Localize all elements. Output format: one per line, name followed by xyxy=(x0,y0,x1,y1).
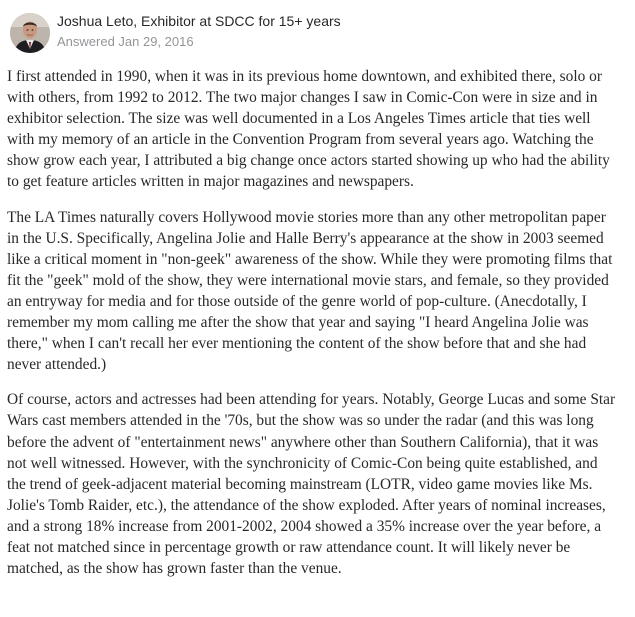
author-avatar[interactable] xyxy=(10,13,50,53)
answer-paragraph: Of course, actors and actresses had been attending for years. Notably, George Lucas and some Star Wars cast members attended in the '70s, but the show was so under the radar (and this was long before the advent of "entertainment news" anywhere other than Southern California), that it was not well witnessed. However, with the synchronicity of Comic-Con being quite established, and the trend of geek-adjacent material becoming mainstream (LOTR, video game movies like Ms. Jolie's Tomb Raider, etc.), the attendance of the show exploded. After years of nominal increases, and a strong 18% increase from 2001-2002, 2004 showed a 35% increase over the year before, a feat not matched since in percentage growth or raw attendance count. It will likely never be matched, as the show has grown faster than the venue. xyxy=(7,391,616,578)
answer-paragraph: The LA Times naturally covers Hollywood movie stories more than any other metropolitan paper in the U.S. Specifically, Angelina Jolie and Halle Berry's appearance at the show in 2003 seemed like a critical moment in "non-geek" awareness of the show. While they were promoting films that fit the "geek" mold of the show, they were international movie stars, and female, so they provided an entryway for media and for those outside of the genre world of pop-culture. (Anecdotally, I remember my mom calling me after the show that year and saying "I heard Angelina Jolie was there," when I can't recall her ever mentioning the content of the show before that and she had never attended.) xyxy=(7,208,613,374)
author-credential[interactable]: Joshua Leto, Exhibitor at SDCC for 15+ years xyxy=(57,13,341,29)
answer-meta xyxy=(57,10,341,51)
answered-date[interactable]: Answered Jan 29, 2016 xyxy=(57,34,194,49)
user-avatar-icon xyxy=(10,13,50,53)
answer-body xyxy=(7,66,617,579)
answer-paragraph: I first attended in 1990, when it was in its previous home downtown, and exhibited there, solo or with others, from 1992 to 2012. The two major changes I saw in Comic-Con were in size and in exhibitor selection. The size was well documented in a Los Angeles Times article that ties well with my memory of an article in the Convention Program from several years ago. Watching the show grow each year, I attributed a big change once actors started showing up who had the ability to get feature articles written in major magazines and newspapers. xyxy=(7,68,610,191)
answer-header xyxy=(7,10,617,66)
